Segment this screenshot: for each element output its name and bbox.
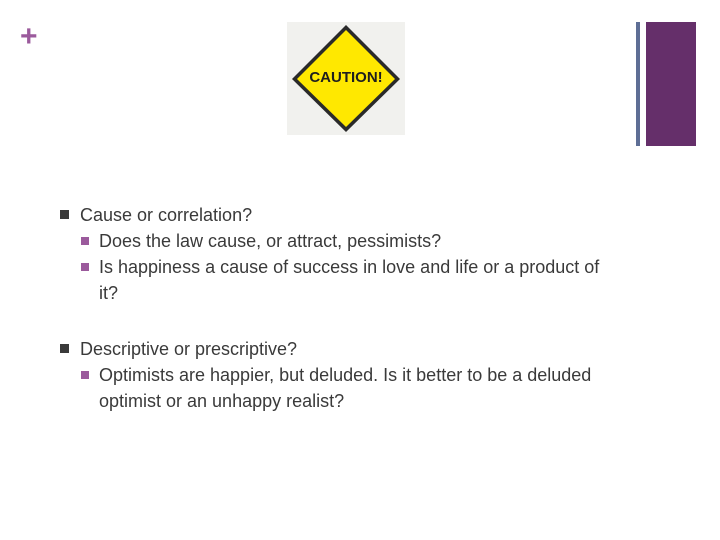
sub-bullet-item xyxy=(81,362,620,414)
bullet-item xyxy=(60,202,620,228)
sub-bullet-text: Optimists are happier, but deluded. Is it better to be a deluded optimist or an unhappy realist? xyxy=(99,365,592,411)
sub-bullet-item xyxy=(81,228,620,254)
caution-sign-text: CAUTION! xyxy=(309,69,383,86)
plus-icon: + xyxy=(20,20,38,53)
sub-bullet-text: Does the law cause, or attract, pessimists? xyxy=(99,231,442,251)
square-bullet-icon xyxy=(81,371,89,379)
square-bullet-icon xyxy=(81,263,89,271)
square-bullet-icon xyxy=(60,210,69,219)
bullet-item xyxy=(60,336,620,362)
bullet-text: Descriptive or prescriptive? xyxy=(80,339,298,359)
bullet-text: Cause or correlation? xyxy=(80,205,253,225)
decorative-block xyxy=(646,22,696,146)
square-bullet-icon xyxy=(60,344,69,353)
sub-bullet-item xyxy=(81,254,620,306)
square-bullet-icon xyxy=(81,237,89,245)
sub-bullet-text: Is happiness a cause of success in love and life or a product of it? xyxy=(99,257,600,303)
slide-content xyxy=(60,202,620,414)
caution-sign xyxy=(287,22,405,135)
decorative-line xyxy=(636,22,640,146)
